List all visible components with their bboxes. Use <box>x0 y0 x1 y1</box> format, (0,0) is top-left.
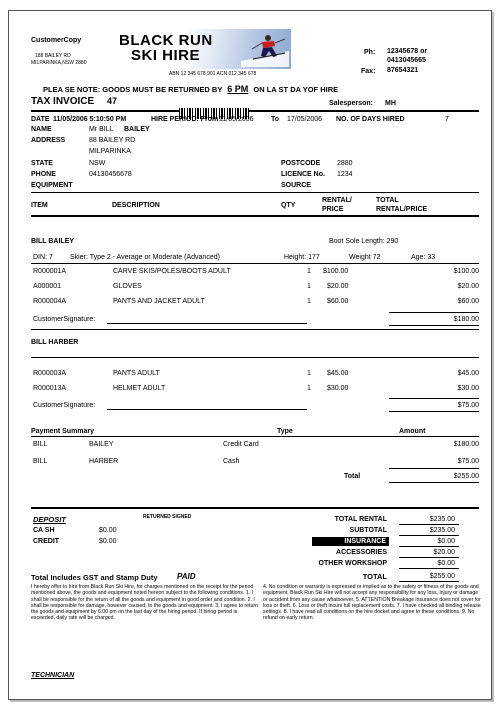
business-address-line2: MILPARINKA,NSW 2880 <box>31 60 87 66</box>
licence-value: 1234 <box>337 171 353 178</box>
col-total-line2: RENTAL/PRICE <box>376 206 428 213</box>
phone-label: Ph: <box>364 49 376 56</box>
col-description: DESCRIPTION <box>112 202 160 209</box>
height-value: Height: 177 <box>284 254 320 261</box>
divider <box>399 557 459 558</box>
divider <box>399 581 459 582</box>
payment-total-value: $255.00 <box>453 473 479 480</box>
logo-text-line1: BLACK RUN <box>119 32 213 49</box>
deposit-cash-value: $0.00 <box>99 527 117 534</box>
divider <box>31 192 479 193</box>
row-price: $20.00 <box>327 283 349 290</box>
invoice-sheet <box>8 10 492 700</box>
divider <box>389 411 479 412</box>
return-notice-prefix: PLEA SE NOTE: GOODS MUST BE RETURNED BY <box>43 85 223 94</box>
row-price: $60.00 <box>327 298 349 305</box>
business-address-line1: 188 BAILEY RD <box>35 53 71 59</box>
hire-to-value: 17/05/2006 <box>287 116 323 123</box>
group-subtotal: $75.00 <box>457 402 479 409</box>
returned-signed-label: RETURNED SIGNED <box>143 514 192 520</box>
deposit-credit-label: CREDIT <box>33 538 60 545</box>
customer-signature-label: CustomerSignature: <box>33 402 96 409</box>
group-name: BILL BAILEY <box>31 238 75 245</box>
row-qty: 1 <box>307 370 311 377</box>
totals-label: SUBTOTAL <box>349 527 387 534</box>
return-notice <box>43 85 338 94</box>
fax-value: 87654321 <box>387 67 419 74</box>
divider <box>31 263 479 264</box>
row-price: $45.00 <box>327 370 349 377</box>
paid-stamp: PAID <box>177 572 196 581</box>
hire-to-label: To <box>271 116 280 123</box>
row-price: $100.00 <box>323 268 349 275</box>
postcode-label: POSTCODE <box>281 160 321 167</box>
grand-total-label: TOTAL <box>362 572 387 581</box>
divider <box>31 507 479 509</box>
row-item: R000003A <box>33 370 67 377</box>
row-qty: 1 <box>307 298 311 305</box>
totals-label: OTHER WORKSHOP <box>318 560 387 567</box>
totals-label: ACCESSORIES <box>336 549 387 556</box>
totals-value: $235.00 <box>429 527 455 534</box>
col-item: ITEM <box>31 202 48 209</box>
phone-field-label: PHONE <box>31 171 56 178</box>
payment-amount-label: Amount <box>399 428 426 435</box>
logo-text-line2: SKI HIRE <box>131 47 201 64</box>
col-rental-price-line1: RENTAL/ <box>322 197 352 204</box>
hire-period-label: HIRE PERIOD: From <box>151 116 219 123</box>
signature-line <box>107 409 307 410</box>
tax-invoice-label: TAX INVOICE <box>31 96 95 107</box>
hire-from-value: 11/05/2006 <box>219 116 254 123</box>
deposit-cash-label: CA SH <box>33 527 55 534</box>
address-label: ADDRESS <box>31 137 66 144</box>
phone-value-line1: 12345678 or <box>387 48 428 55</box>
name-label: NAME <box>31 126 52 133</box>
divider <box>31 357 479 358</box>
days-hired-value: 7 <box>445 116 449 123</box>
payment-summary-title: Payment Summary <box>31 428 95 435</box>
divider <box>399 546 459 547</box>
totals-value: $235.00 <box>429 516 455 523</box>
row-item: R000013A <box>33 385 67 392</box>
totals-value: $0.00 <box>437 560 455 567</box>
deposit-title: DEPOSIT <box>33 515 66 524</box>
payment-last-name: HARBER <box>89 458 119 465</box>
gst-note: Total Includes GST and Stamp Duty <box>31 573 158 582</box>
col-qty: QTY <box>281 202 296 209</box>
payment-type-label: Type <box>277 428 293 435</box>
invoice-number: 47 <box>107 96 118 106</box>
divider <box>389 325 479 326</box>
row-total: $30.00 <box>457 385 479 392</box>
payment-first-name: BILL <box>33 441 48 448</box>
return-notice-time: 6 PM <box>227 84 249 94</box>
divider <box>389 312 479 313</box>
payment-first-name: BILL <box>33 458 48 465</box>
address-line1: 88 BAILEY RD <box>89 137 136 144</box>
divider <box>399 524 459 525</box>
technician-label: TECHNICIAN <box>31 672 75 679</box>
divider <box>249 110 479 112</box>
payment-type: Cash <box>223 458 240 465</box>
divider <box>31 436 479 437</box>
group-subtotal: $180.00 <box>453 316 479 323</box>
col-total-line1: TOTAL <box>376 197 399 204</box>
divider <box>31 110 179 112</box>
row-description: GLOVES <box>113 283 142 290</box>
payment-amount: $75.00 <box>457 458 479 465</box>
din-value: DIN: 7 <box>33 254 53 261</box>
row-qty: 1 <box>307 268 311 275</box>
payment-total-label: Total <box>344 473 361 480</box>
weight-value: Weight 72 <box>349 254 381 261</box>
row-total: $100.00 <box>453 268 479 275</box>
phone-value-line2: 0413045665 <box>387 57 426 64</box>
skier-type: Skier: Type 2 - Average or Moderate (Advanced) <box>70 254 220 261</box>
customer-signature-label: CustomerSignature: <box>33 316 96 323</box>
divider <box>389 468 479 469</box>
divider <box>389 398 479 399</box>
row-qty: 1 <box>307 385 311 392</box>
date-value: 11/05/2006 5:10:50 PM <box>53 116 127 123</box>
business-logo <box>113 29 291 69</box>
fax-label: Fax: <box>361 68 376 75</box>
row-description: CARVE SKIS/POLES/BOOTS ADULT <box>113 268 231 275</box>
row-description: PANTS AND JACKET ADULT <box>113 298 205 305</box>
signature-line <box>107 323 307 324</box>
source-label: SOURCE <box>281 182 311 189</box>
totals-label: TOTAL RENTAL <box>334 516 387 523</box>
row-qty: 1 <box>307 283 311 290</box>
state-value: NSW <box>89 160 106 167</box>
date-label: DATE <box>31 116 50 123</box>
divider <box>399 535 459 536</box>
skier-icon <box>241 31 289 67</box>
totals-value: $0.00 <box>437 538 455 545</box>
name-last: BAILEY <box>124 126 150 133</box>
row-item: R000004A <box>33 298 67 305</box>
age-value: Age: 33 <box>411 254 436 261</box>
row-description: HELMET ADULT <box>113 385 166 392</box>
grand-total-value: $255.00 <box>429 573 455 580</box>
phone-field-value: 04130456678 <box>89 171 132 178</box>
divider <box>389 482 479 483</box>
terms-right: 4. No condition or warranty is expressed or implied as to the safety or fitness of the goods and equipment. Black Run Ski Hire will not accept any responsibility for any loss, injury or damage or accident from any cause whatsoever. 5. ATTENTION Breakage insurance does not cover for loss or theft. 6. Loss or theft incurs full replacement costs. 7. I have checked all binding release settings. 8. I have read all conditions on the hire docket and agree to these conditions. 9. No refund on early return. <box>263 584 481 622</box>
customer-copy-label: CustomerCopy <box>31 37 82 44</box>
group-name: BILL HARBER <box>31 339 79 346</box>
payment-amount: $180.00 <box>453 441 479 448</box>
insurance-label: INSURANCE <box>312 537 389 546</box>
row-price: $30.00 <box>327 385 349 392</box>
col-rental-price-line2: PRICE <box>322 206 344 213</box>
state-label: STATE <box>31 160 53 167</box>
salesperson-value: MH <box>385 100 396 107</box>
divider <box>31 215 479 217</box>
name-first: Mr BILL <box>89 126 114 133</box>
payment-last-name: BAILEY <box>89 441 114 448</box>
divider <box>31 329 479 330</box>
terms-left: I hereby offer to hire from Black Run Ski Hire, for charges mentioned on the receipt for the period mentioned above, the goods and equipment noted hereon subject to the following conditions. 1. I shall be responsible for the return of all the goods and equipment in good order and condition. 2. I shall be responsible for damage, however caused, to the goods and equipment. 3. I agree to return the goods and equipment by 6.00 pm on the last day of the hiring period. If hiring period is exceeded, daily rate will be charged. <box>31 584 258 622</box>
payment-type: Credit Card <box>223 441 259 448</box>
return-notice-suffix: ON LA ST DA YOF HIRE <box>253 85 339 94</box>
row-item: A000001 <box>33 283 62 290</box>
equipment-label: EQUIPMENT <box>31 182 73 189</box>
row-description: PANTS ADULT <box>113 370 160 377</box>
row-total: $45.00 <box>457 370 479 377</box>
licence-label: LICENCE No. <box>281 171 325 178</box>
salesperson-label: Salesperson: <box>329 100 373 107</box>
row-total: $20.00 <box>457 283 479 290</box>
days-hired-label: NO. OF DAYS HIRED <box>336 116 405 123</box>
row-total: $60.00 <box>457 298 479 305</box>
totals-value: $20.00 <box>433 549 455 556</box>
postcode-value: 2880 <box>337 160 353 167</box>
abn-acn: ABN 12 345 678 901 ACN 012 345 678 <box>169 71 257 77</box>
divider <box>399 568 459 569</box>
address-line2: MILPARINKA <box>89 148 131 155</box>
boot-sole-length: Boot Sole Length: 290 <box>329 238 399 245</box>
deposit-credit-value: $0.00 <box>99 538 117 545</box>
row-item: R000001A <box>33 268 67 275</box>
